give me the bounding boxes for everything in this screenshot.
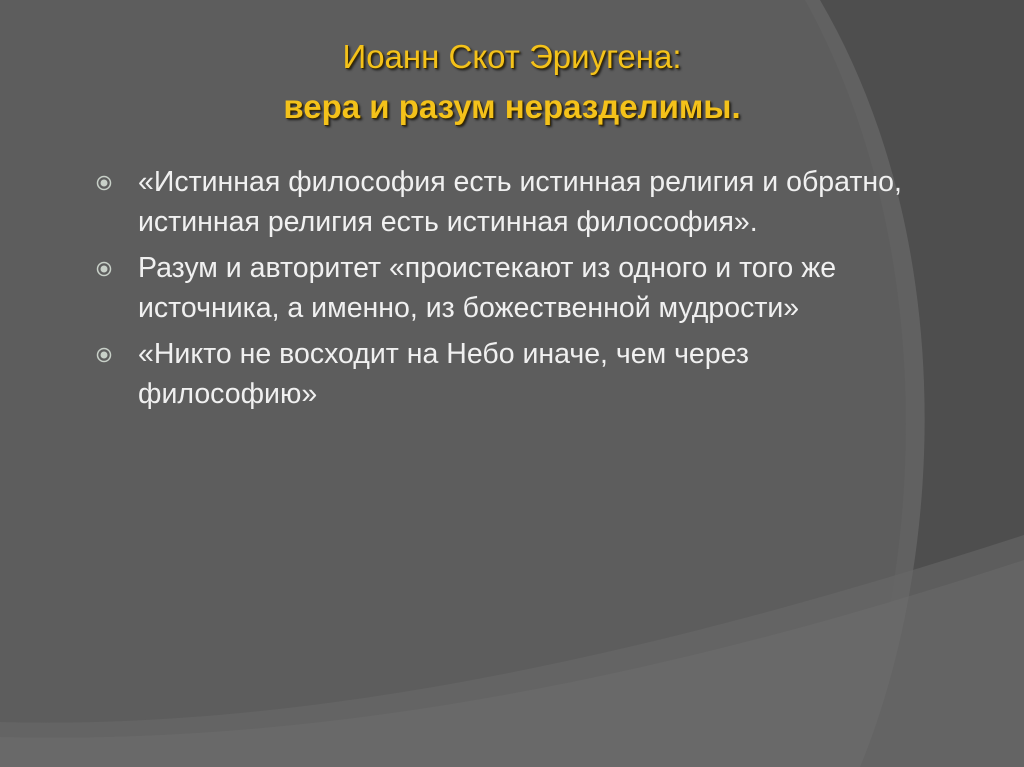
- circle-bullet-icon: [96, 175, 112, 191]
- slide-title: [0, 32, 1024, 132]
- list-item: [96, 162, 916, 242]
- title-line-1: Иоанн Скот Эриугена:: [342, 38, 682, 75]
- title-line-2: вера и разум неразделимы.: [283, 88, 741, 125]
- circle-bullet-icon: [96, 261, 112, 277]
- bullet-text: Разум и авторитет «проистекают из одного и того же источника, а именно, из божественной мудрости»: [138, 252, 837, 324]
- bullet-list: [96, 162, 916, 420]
- circle-bullet-icon: [96, 347, 112, 363]
- bullet-text: «Никто не восходит на Небо иначе, чем через философию»: [138, 338, 749, 410]
- list-item: [96, 334, 916, 414]
- list-item: [96, 248, 916, 328]
- bullet-text: «Истинная философия есть истинная религия и обратно, истинная религия есть истинная философия».: [138, 166, 902, 238]
